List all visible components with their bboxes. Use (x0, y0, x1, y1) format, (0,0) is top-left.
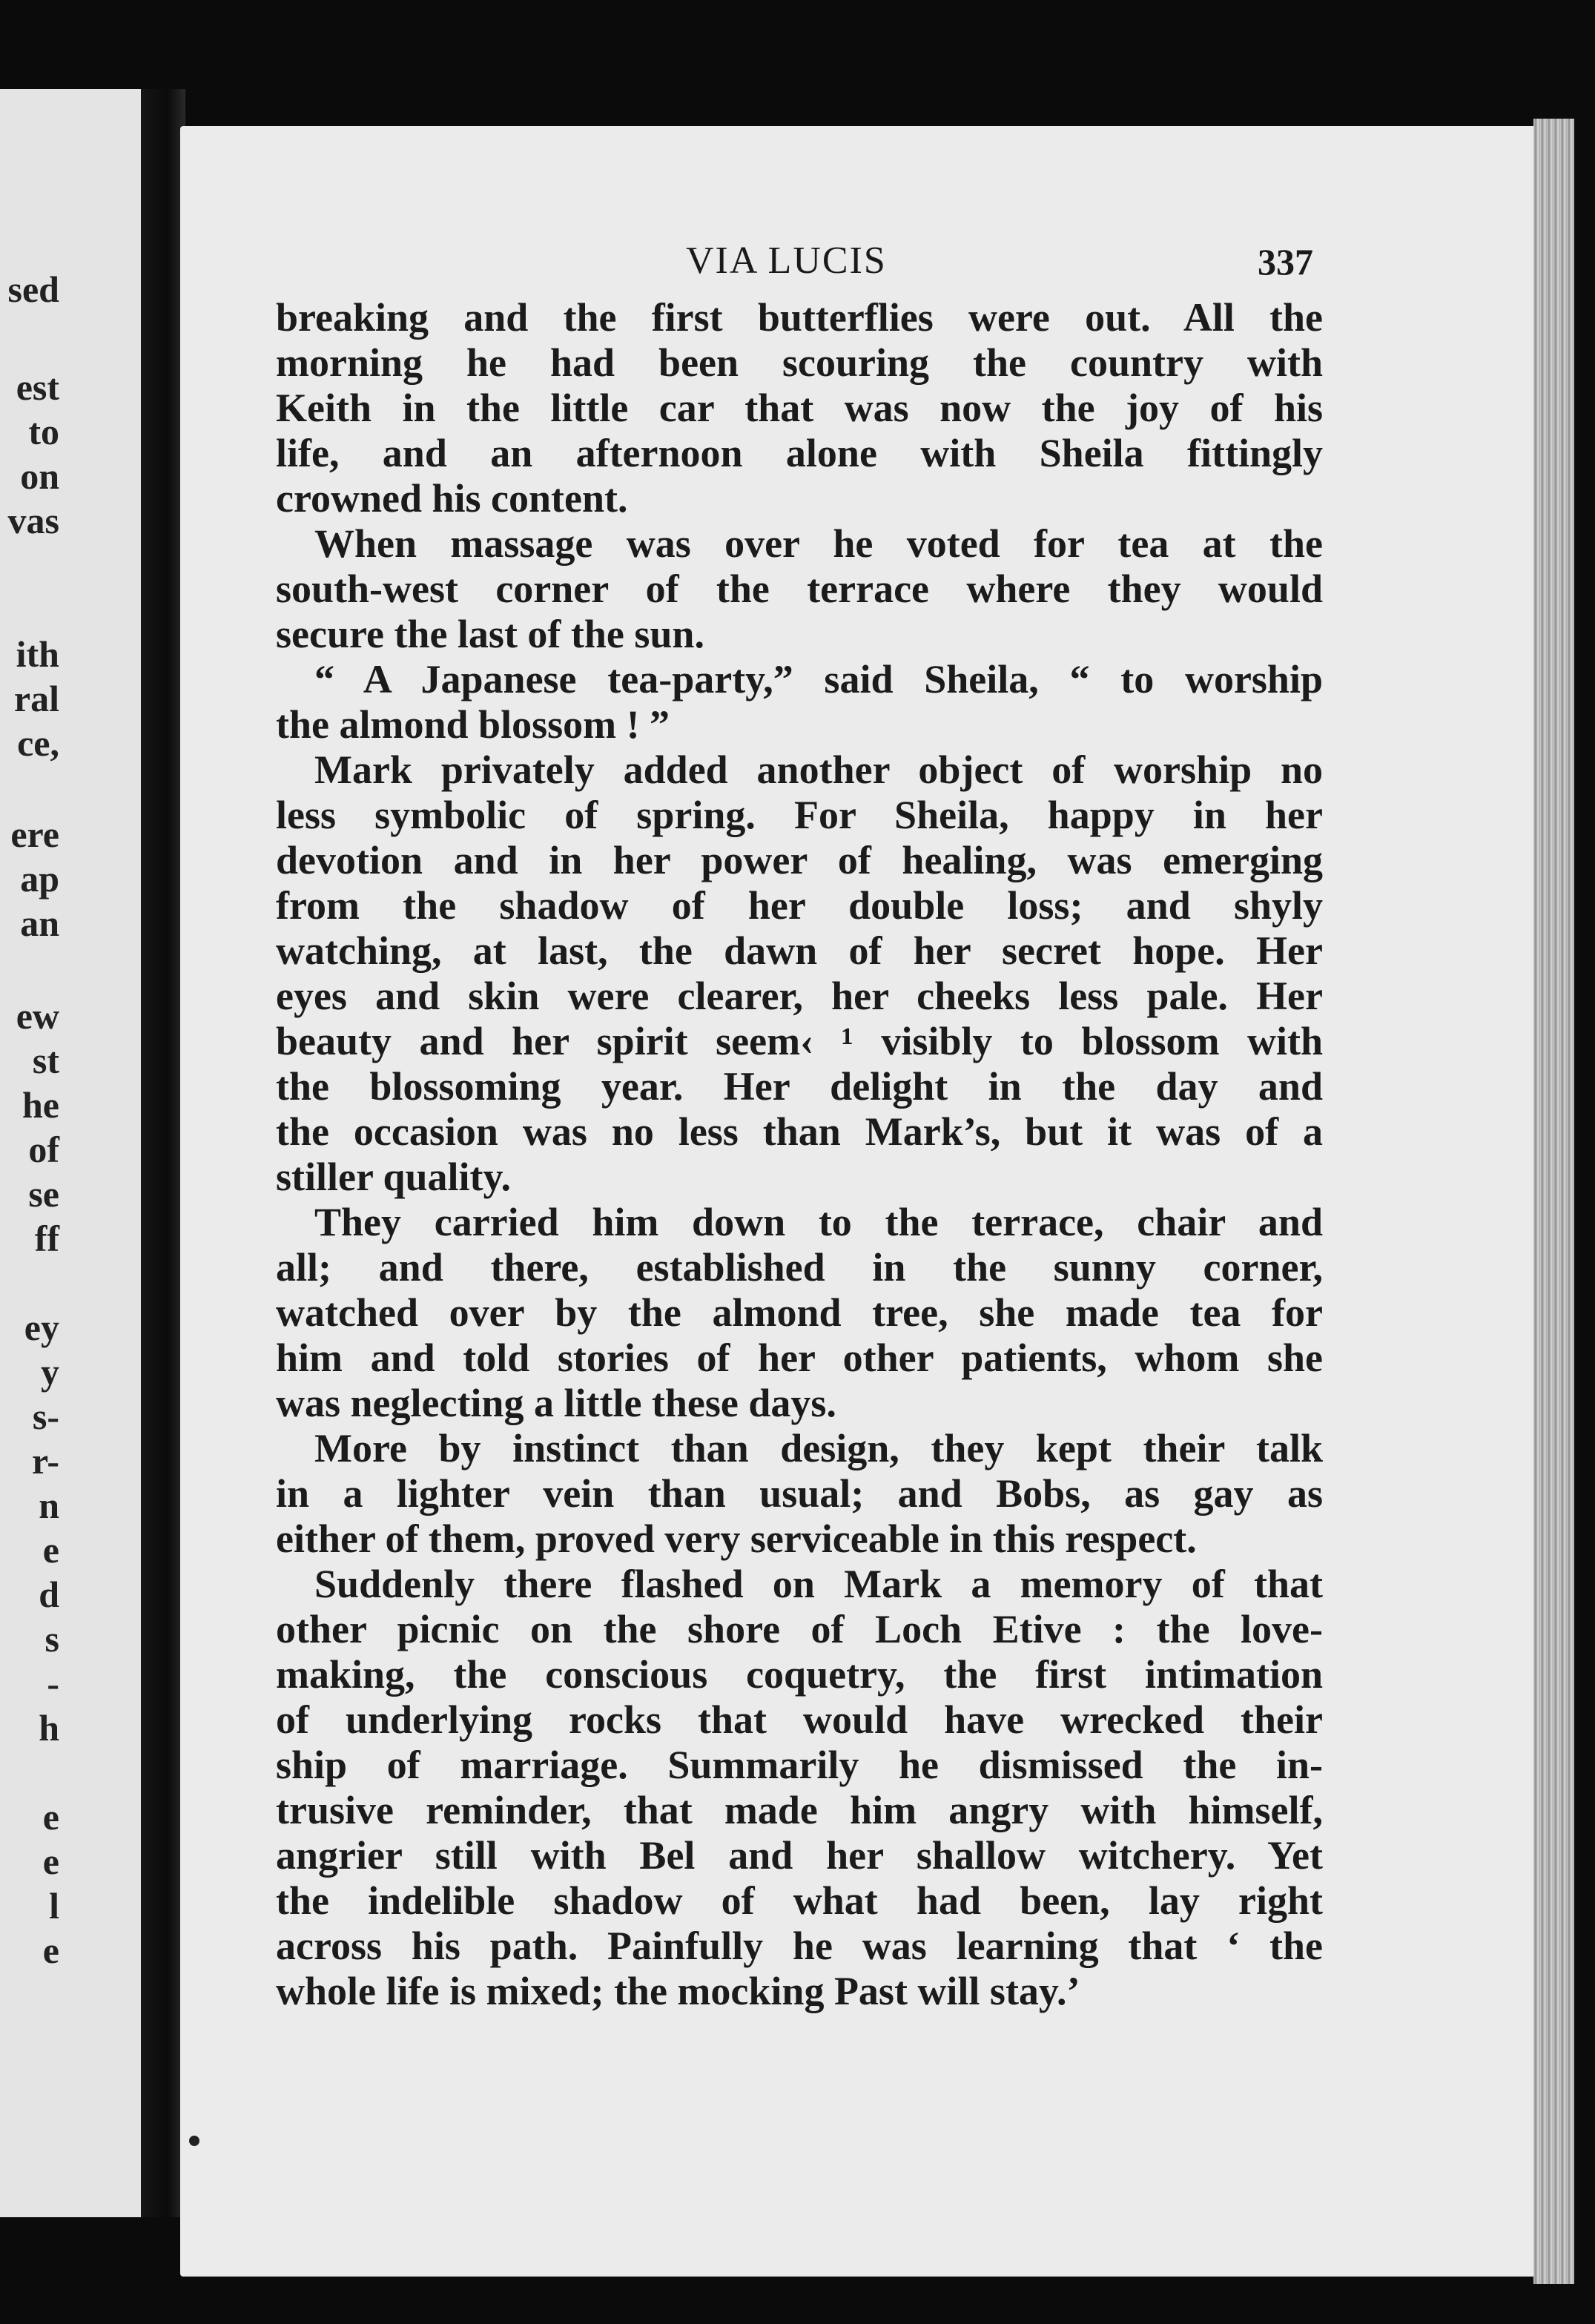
text-line: Mark privately added another object of worship no (314, 747, 1323, 792)
ink-speck (189, 2136, 199, 2146)
text-line: angrier still with Bel and her shallow witchery. Yet (276, 1833, 1323, 1878)
text-line: whole life is mixed; the mocking Past will stay.’ (276, 1969, 1080, 2013)
text-line: eyes and skin were clearer, her cheeks less pale. Her (276, 974, 1323, 1018)
facing-page-fragment: e (42, 1929, 59, 1971)
text-line: watched over by the almond tree, she made tea for (276, 1290, 1323, 1335)
facing-page-fragment: - (47, 1663, 59, 1704)
text-line: was neglecting a little these days. (276, 1381, 836, 1425)
text-line: watching, at last, the dawn of her secret hope. Her (276, 928, 1323, 973)
text-line: the almond blossom ! ” (276, 702, 670, 747)
text-line: morning he had been scouring the country with (276, 340, 1323, 385)
text-line: in a lighter vein than usual; and Bobs, as gay as (276, 1471, 1323, 1516)
facing-page-fragment: e (42, 1841, 59, 1882)
facing-page-fragment: ew (16, 995, 59, 1037)
facing-page-fragment: of (28, 1129, 59, 1170)
facing-page-fragment: to (28, 411, 59, 452)
text-line: ship of marriage. Summarily he dismissed the in- (276, 1743, 1323, 1787)
text-line: the indelible shadow of what had been, lay right (276, 1878, 1323, 1923)
page-number: 337 (1258, 241, 1313, 283)
facing-page-fragment: ith (16, 633, 59, 675)
facing-page-strip (0, 89, 141, 2217)
facing-page-fragment: ff (34, 1218, 59, 1259)
facing-page-fragment: ce, (17, 722, 59, 764)
facing-page-fragment: an (20, 902, 59, 944)
text-line: south-west corner of the terrace where they would (276, 567, 1323, 611)
facing-page-fragment: vas (7, 500, 59, 541)
facing-page-fragment: n (39, 1485, 59, 1526)
running-head-title: VIA LUCIS (686, 240, 887, 282)
text-line: beauty and her spirit seem‹ ¹ visibly to blossom with (276, 1019, 1323, 1063)
text-line: him and told stories of her other patients, whom she (276, 1336, 1323, 1380)
text-line: trusive reminder, that made him angry with himself, (276, 1788, 1323, 1832)
facing-page-fragment: y (41, 1351, 59, 1393)
text-line: making, the conscious coquetry, the first intimation (276, 1652, 1323, 1697)
facing-page-fragment: ere (10, 813, 59, 855)
facing-page-fragment: st (32, 1040, 59, 1081)
facing-page-fragment: on (20, 455, 59, 497)
text-line: Suddenly there flashed on Mark a memory of that (314, 1562, 1323, 1606)
text-line: the blossoming year. Her delight in the day and (276, 1064, 1323, 1109)
text-line: crowned his content. (276, 476, 628, 521)
text-line: “ A Japanese tea-party,” said Sheila, “ to worship (314, 657, 1323, 702)
text-line: They carried him down to the terrace, chair and (314, 1200, 1323, 1244)
page-edges (1533, 119, 1574, 2284)
facing-page-fragment: ap (20, 858, 59, 899)
facing-page-fragment: l (49, 1885, 59, 1927)
facing-page-fragment: d (39, 1574, 59, 1615)
text-line: from the shadow of her double loss; and shyly (276, 883, 1323, 928)
text-line: More by instinct than design, they kept their talk (314, 1426, 1323, 1470)
facing-page-fragment: ey (24, 1307, 59, 1348)
text-line: all; and there, established in the sunny corner, (276, 1245, 1323, 1290)
facing-page-fragment: e (42, 1529, 59, 1571)
text-line: the occasion was no less than Mark’s, but it was of a (276, 1109, 1323, 1154)
text-line: other picnic on the shore of Loch Etive : the love- (276, 1607, 1323, 1651)
text-line: breaking and the first butterflies were out. All the (276, 295, 1323, 340)
text-line: less symbolic of spring. For Sheila, happy in her (276, 793, 1323, 837)
text-line: either of them, proved very serviceable in this respect. (276, 1516, 1197, 1561)
text-line: secure the last of the sun. (276, 612, 704, 656)
running-head (180, 239, 1574, 283)
facing-page-fragment: s (44, 1618, 59, 1660)
body-text (276, 295, 1323, 2014)
text-line: life, and an afternoon alone with Sheila fittingly (276, 431, 1323, 475)
facing-page-fragment: he (22, 1084, 59, 1126)
facing-page-fragment: est (16, 366, 59, 408)
book-gutter (141, 89, 185, 2217)
text-line: When massage was over he voted for tea at the (314, 521, 1323, 566)
text-line: devotion and in her power of healing, was emerging (276, 838, 1323, 882)
facing-page-fragment: h (39, 1707, 59, 1749)
text-line: Keith in the little car that was now the joy of his (276, 386, 1323, 430)
facing-page-fragment: ral (13, 678, 59, 719)
facing-page-fragment: s- (32, 1396, 59, 1437)
text-line: stiller quality. (276, 1155, 512, 1199)
facing-page-fragment: r- (32, 1440, 59, 1482)
text-line: across his path. Painfully he was learning that ‘ the (276, 1924, 1323, 1968)
text-line: of underlying rocks that would have wrecked their (276, 1697, 1323, 1742)
facing-page-fragment: se (28, 1173, 59, 1215)
facing-page-fragment: e (42, 1796, 59, 1838)
facing-page-fragment: sed (7, 268, 59, 310)
